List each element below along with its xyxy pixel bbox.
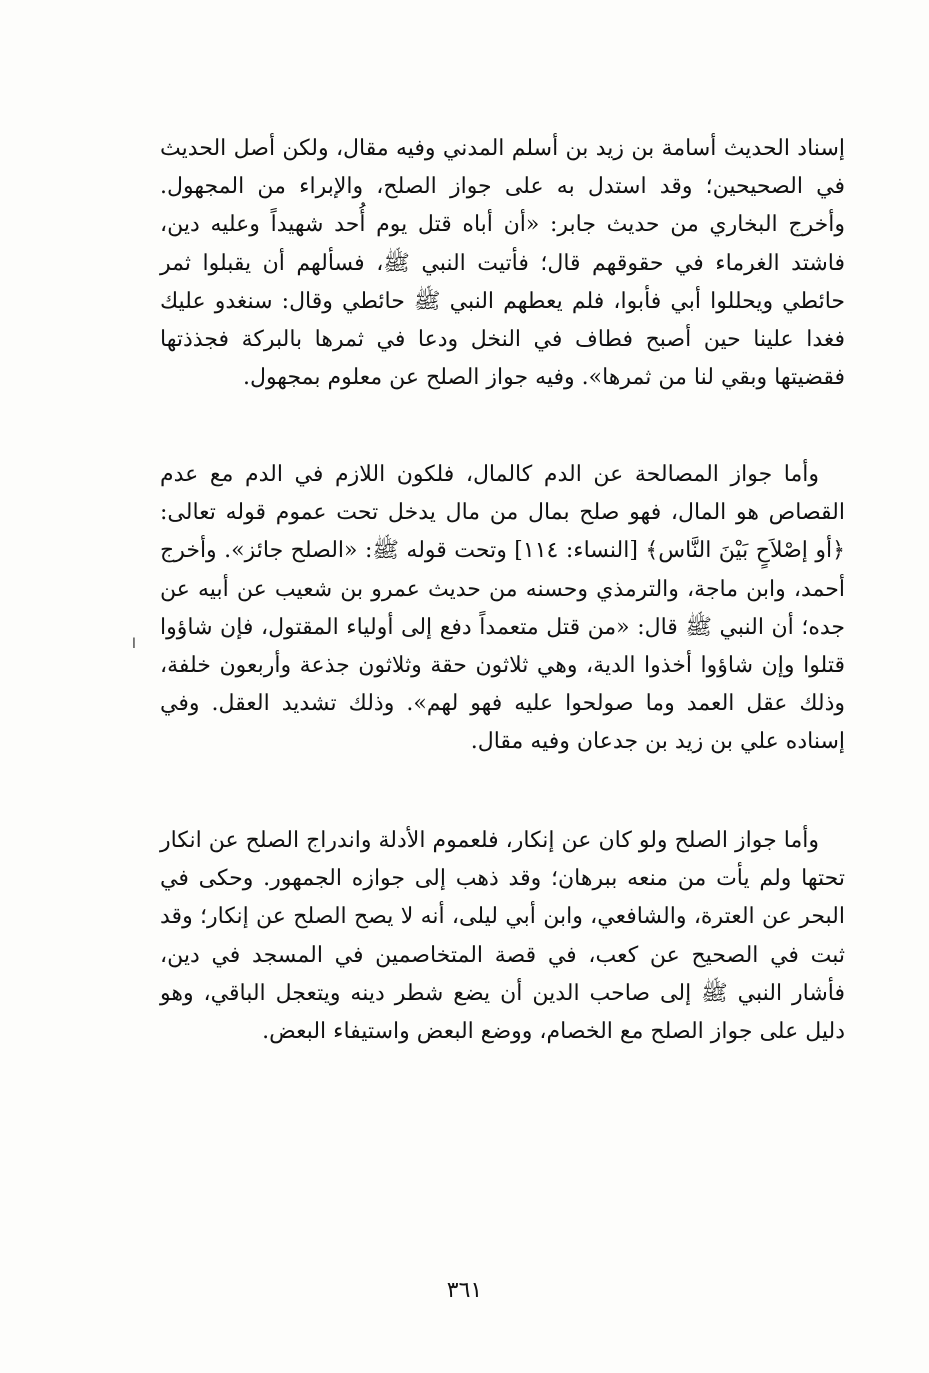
paragraph-2: وأما جواز المصالحة عن الدم كالمال، فلكون اللازم في الدم مع عدم القصاص هو المال، فهو صلح بمال من مال يدخل تحت عموم قوله تعالى: ﴿أو إصْلاَحٍ بَيْنَ النَّاس﴾ [النساء: ١١٤] وتحت قوله ﷺ: «الصلح جائز». وأخرج أحمد، وابن ماجة، والترمذي وحسنه من حديث عمرو بن شعيب عن أبيه عن جده؛ أن النبي ﷺ قال: «من قتل متعمداً دفع إلى أولياء المقتول، فإن شاؤوا قتلوا وإن شاؤوا أخذوا الدية، وهي ثلاثون حقة وثلاثون جذعة وأربعون خلفة، وذلك عقل العمد وما صولحوا عليه فهو لهم». وذلك تشديد العقل. وفي إسناده علي بن زيد بن جدعان وفيه مقال.	[160, 462, 846, 755]
page-number: ٣٦١	[446, 1278, 483, 1303]
paragraph-3: وأما جواز الصلح ولو كان عن إنكار، فلعموم الأدلة واندراج الصلح عن انكار تحتها ولم يأت من منعه ببرهان؛ وقد ذهب إلى جوازه الجمهور. وحكى في البحر عن العترة، والشافعي، وابن أبي ليلى، أنه لا يصح الصلح عن إنكار؛ وقد ثبت في الصحيح عن كعب، في قصة المتخاصمين في المسجد في دين، فأشار النبي ﷺ إلى صاحب الدين أن يضع شطر دينه ويتعجل الباقي، وهو دليل على جواز الصلح مع الخصام، ووضع البعض واستيفاء البعض.	[160, 828, 845, 1045]
paragraph-1: إسناد الحديث أسامة بن زيد بن أسلم المدني وفيه مقال، ولكن أصل الحديث في الصحيحين؛ وقد استدل به على جواز الصلح، والإبراء من المجهول. وأخرج البخاري من حديث جابر: «أن أباه قتل يوم أُحد شهيداً وعليه دين، فاشتد الغرماء في حقوقهم قال؛ فأتيت النبي ﷺ، فسألهم أن يقبلوا ثمر حائطي ويحللوا أبي فأبوا، فلم يعطهم النبي ﷺ حائطي وقال: سنغدو عليك فغدا علينا حين أصبح فطاف في النخل ودعا في ثمرها بالبركة فجذذتها فقضيتها وبقي لنا من ثمرها». وفيه جواز الصلح عن معلوم بمجهول.	[160, 136, 845, 391]
margin-mark: ا	[132, 636, 136, 652]
